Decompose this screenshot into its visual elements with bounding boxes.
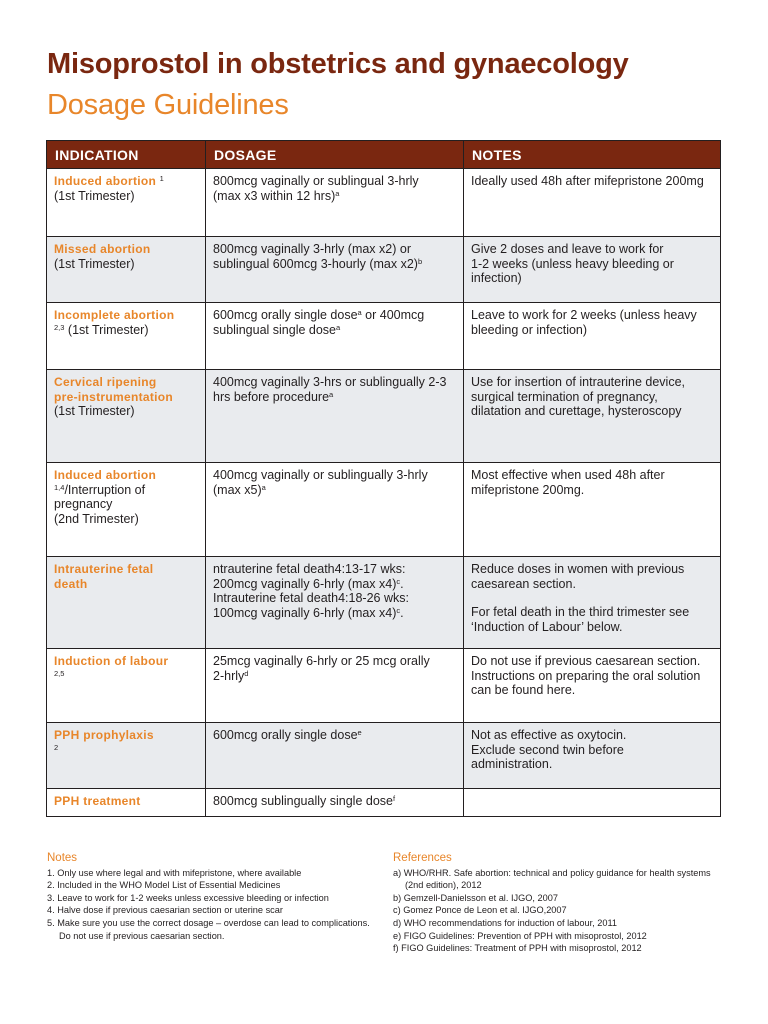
table-row bbox=[47, 463, 721, 557]
notes-cell bbox=[464, 649, 721, 723]
footnote-ref: 2,3 bbox=[54, 322, 65, 332]
table-row bbox=[47, 169, 721, 237]
table-header-row bbox=[47, 141, 721, 169]
dosage-line: 600mcg orally single dose bbox=[213, 728, 358, 742]
dosage-line: Intrauterine fetal death4:18-26 wks: bbox=[213, 591, 409, 605]
reference-ref: a bbox=[357, 308, 362, 317]
indication-trimester: (2nd Trimester) bbox=[54, 511, 139, 526]
dosage-cell bbox=[206, 649, 464, 723]
dosage-line: 25mcg vaginally 6-hrly or 25 mcg orally bbox=[213, 654, 430, 668]
reference-ref: b bbox=[417, 256, 423, 266]
dosage-cell bbox=[206, 169, 464, 237]
dosage-line: ntrauterine fetal death4:13-17 wks: bbox=[213, 562, 406, 576]
dosage-cell bbox=[206, 723, 464, 789]
indication-cell bbox=[47, 463, 206, 557]
dosage-cell bbox=[206, 463, 464, 557]
indication-name: pre-instrumentation bbox=[54, 389, 174, 404]
indication-trimester: (1st Trimester) bbox=[54, 256, 135, 271]
header-notes: NOTES bbox=[464, 141, 721, 169]
notes-line: Not as effective as oxytocin. bbox=[471, 728, 627, 742]
notes-cell bbox=[464, 237, 721, 303]
references-list bbox=[393, 867, 713, 955]
notes-cell bbox=[464, 557, 721, 649]
note-item: 1. Only use where legal and with mifepristone, where available bbox=[47, 867, 302, 878]
indication-trimester: (1st Trimester) bbox=[67, 322, 149, 337]
notes-line: Instructions on preparing the oral solution bbox=[471, 668, 701, 683]
indication-name: PPH treatment bbox=[54, 794, 141, 808]
indication-detail: pregnancy bbox=[54, 497, 113, 511]
note-item: 2. Included in the WHO Model List of Essential Medicines bbox=[47, 880, 281, 891]
reference-ref: e bbox=[357, 728, 362, 737]
notes-line: For fetal death in the third trimester see bbox=[471, 605, 690, 619]
notes-cell bbox=[464, 723, 721, 789]
notes-line: dilatation and curettage, hysteroscopy bbox=[471, 404, 682, 418]
notes-heading: Notes bbox=[47, 852, 78, 864]
notes-paragraph bbox=[471, 605, 713, 634]
indication-detail: /Interruption of bbox=[64, 482, 146, 497]
notes-line: Give 2 doses and leave to work for bbox=[471, 242, 664, 256]
note-item: 4. Halve dose if previous caesarian section or uterine scar bbox=[47, 905, 283, 916]
table-row bbox=[47, 237, 721, 303]
reference-item: e) FIGO Guidelines: Prevention of PPH with misoprostol, 2012 bbox=[393, 930, 647, 941]
notes-line: Do not use if previous caesarean section. bbox=[471, 654, 701, 668]
indication-cell bbox=[47, 557, 206, 649]
dosage-line: sublingual 600mcg 3-hourly (max x2) bbox=[213, 256, 418, 271]
notes-cell bbox=[464, 303, 721, 370]
indication-cell bbox=[47, 303, 206, 370]
notes-line: mifepristone 200mg. bbox=[471, 482, 585, 497]
indication-cell bbox=[47, 370, 206, 463]
document-subtitle: Dosage Guidelines bbox=[47, 89, 289, 121]
indication-trimester: (1st Trimester) bbox=[54, 188, 135, 203]
indication-cell bbox=[47, 649, 206, 723]
notes-cell bbox=[464, 370, 721, 463]
notes-section bbox=[47, 852, 377, 942]
table-row bbox=[47, 649, 721, 723]
dosage-table bbox=[46, 140, 721, 817]
reference-ref: a bbox=[329, 389, 334, 399]
dosage-line: (max x3 within 12 hrs) bbox=[213, 188, 336, 203]
notes-line: infection) bbox=[471, 271, 522, 285]
indication-name: Induction of labour bbox=[54, 654, 169, 668]
notes-line: caesarean section. bbox=[471, 576, 576, 591]
notes-line: Most effective when used 48h after bbox=[471, 468, 665, 482]
reference-ref: a bbox=[261, 482, 266, 492]
dosage-line: 800mcg vaginally or sublingual 3-hrly bbox=[213, 174, 419, 188]
table-row bbox=[47, 303, 721, 370]
indication-name: Missed abortion bbox=[54, 242, 151, 256]
notes-line: Exclude second twin before bbox=[471, 742, 624, 757]
notes-list bbox=[47, 867, 377, 943]
indication-cell bbox=[47, 789, 206, 817]
reference-item: f) FIGO Guidelines: Treatment of PPH with misoprostol, 2012 bbox=[393, 943, 642, 954]
dosage-line-cont: or 400mcg bbox=[361, 308, 425, 322]
dosage-line: 800mcg sublingually single dose bbox=[213, 794, 393, 808]
notes-line: Ideally used 48h after mifepristone 200mg bbox=[471, 174, 704, 188]
indication-trimester: (1st Trimester) bbox=[54, 404, 135, 418]
reference-ref: c bbox=[396, 576, 401, 586]
footnote-ref: 1,4 bbox=[54, 482, 65, 492]
dosage-cell bbox=[206, 789, 464, 817]
notes-cell bbox=[464, 789, 721, 817]
indication-name: Incomplete abortion bbox=[54, 308, 175, 322]
notes-line: Use for insertion of intrauterine device, bbox=[471, 375, 685, 389]
dosage-punct: . bbox=[400, 605, 404, 620]
footnote-ref: 2 bbox=[54, 742, 59, 752]
indication-name: Cervical ripening bbox=[54, 375, 157, 389]
notes-line: surgical termination of pregnancy, bbox=[471, 389, 658, 404]
dosage-line: 200mcg vaginally 6-hrly (max x4) bbox=[213, 576, 397, 591]
indication-name: death bbox=[54, 576, 88, 591]
dosage-line: 400mcg vaginally 3-hrs or sublingually 2-3 bbox=[213, 375, 447, 389]
reference-item: b) Gemzell-Danielsson et al. IJGO, 2007 bbox=[393, 892, 558, 903]
footnote-ref: 1 bbox=[159, 174, 164, 183]
indication-name: Induced abortion bbox=[54, 468, 157, 482]
notes-line: ‘Induction of Labour’ below. bbox=[471, 619, 623, 634]
dosage-cell bbox=[206, 557, 464, 649]
indication-cell bbox=[47, 723, 206, 789]
table-row bbox=[47, 789, 721, 817]
notes-line: bleeding or infection) bbox=[471, 322, 588, 337]
reference-ref: f bbox=[392, 794, 396, 803]
dosage-punct: . bbox=[400, 576, 404, 591]
indication-cell bbox=[47, 237, 206, 303]
dosage-cell bbox=[206, 370, 464, 463]
references-heading: References bbox=[393, 852, 452, 864]
document-title: Misoprostol in obstetrics and gynaecology bbox=[47, 48, 629, 80]
references-section bbox=[393, 852, 713, 955]
indication-name: Induced abortion bbox=[54, 174, 157, 188]
header-dosage: DOSAGE bbox=[206, 141, 464, 169]
dosage-line: sublingual single dose bbox=[213, 322, 337, 337]
dosage-line: 800mcg vaginally 3-hrly (max x2) or bbox=[213, 242, 411, 256]
notes-line: 1-2 weeks (unless heavy bleeding or bbox=[471, 256, 674, 271]
reference-item: c) Gomez Ponce de Leon et al. IJGO,2007 bbox=[393, 905, 567, 916]
notes-line: Reduce doses in women with previous bbox=[471, 562, 685, 576]
reference-item: a) WHO/RHR. Safe abortion: technical and policy guidance for health systems (2nd edition), 2012 bbox=[393, 867, 711, 891]
reference-item: d) WHO recommendations for induction of labour, 2011 bbox=[393, 917, 618, 928]
dosage-line: hrs before procedure bbox=[213, 389, 330, 404]
reference-ref: a bbox=[335, 188, 340, 198]
reference-ref: d bbox=[244, 668, 249, 678]
footnote-ref: 2,5 bbox=[54, 668, 65, 678]
notes-line: administration. bbox=[471, 757, 553, 771]
dosage-line: 2-hrly bbox=[213, 668, 245, 683]
notes-cell bbox=[464, 463, 721, 557]
note-item: 3. Leave to work for 1-2 weeks unless excessive bleeding or infection bbox=[47, 892, 329, 903]
dosage-cell bbox=[206, 303, 464, 370]
notes-line: Leave to work for 2 weeks (unless heavy bbox=[471, 308, 697, 322]
table-row bbox=[47, 723, 721, 789]
table-row bbox=[47, 557, 721, 649]
indication-name: Intrauterine fetal bbox=[54, 562, 154, 576]
header-indication: INDICATION bbox=[47, 141, 206, 169]
reference-ref: a bbox=[336, 322, 341, 332]
notes-line: can be found here. bbox=[471, 683, 576, 697]
indication-name: PPH prophylaxis bbox=[54, 728, 154, 742]
reference-ref: c bbox=[396, 605, 401, 615]
dosage-line: 600mcg orally single dose bbox=[213, 308, 358, 322]
table-row bbox=[47, 370, 721, 463]
dosage-cell bbox=[206, 237, 464, 303]
dosage-line: 400mcg vaginally or sublingually 3-hrly bbox=[213, 468, 428, 482]
notes-cell bbox=[464, 169, 721, 237]
dosage-line: 100mcg vaginally 6-hrly (max x4) bbox=[213, 605, 397, 620]
note-item: 5. Make sure you use the correct dosage – overdose can lead to complications. Do not use if previous caesarian section. bbox=[47, 917, 370, 941]
dosage-line: (max x5) bbox=[213, 482, 262, 497]
indication-cell bbox=[47, 169, 206, 237]
